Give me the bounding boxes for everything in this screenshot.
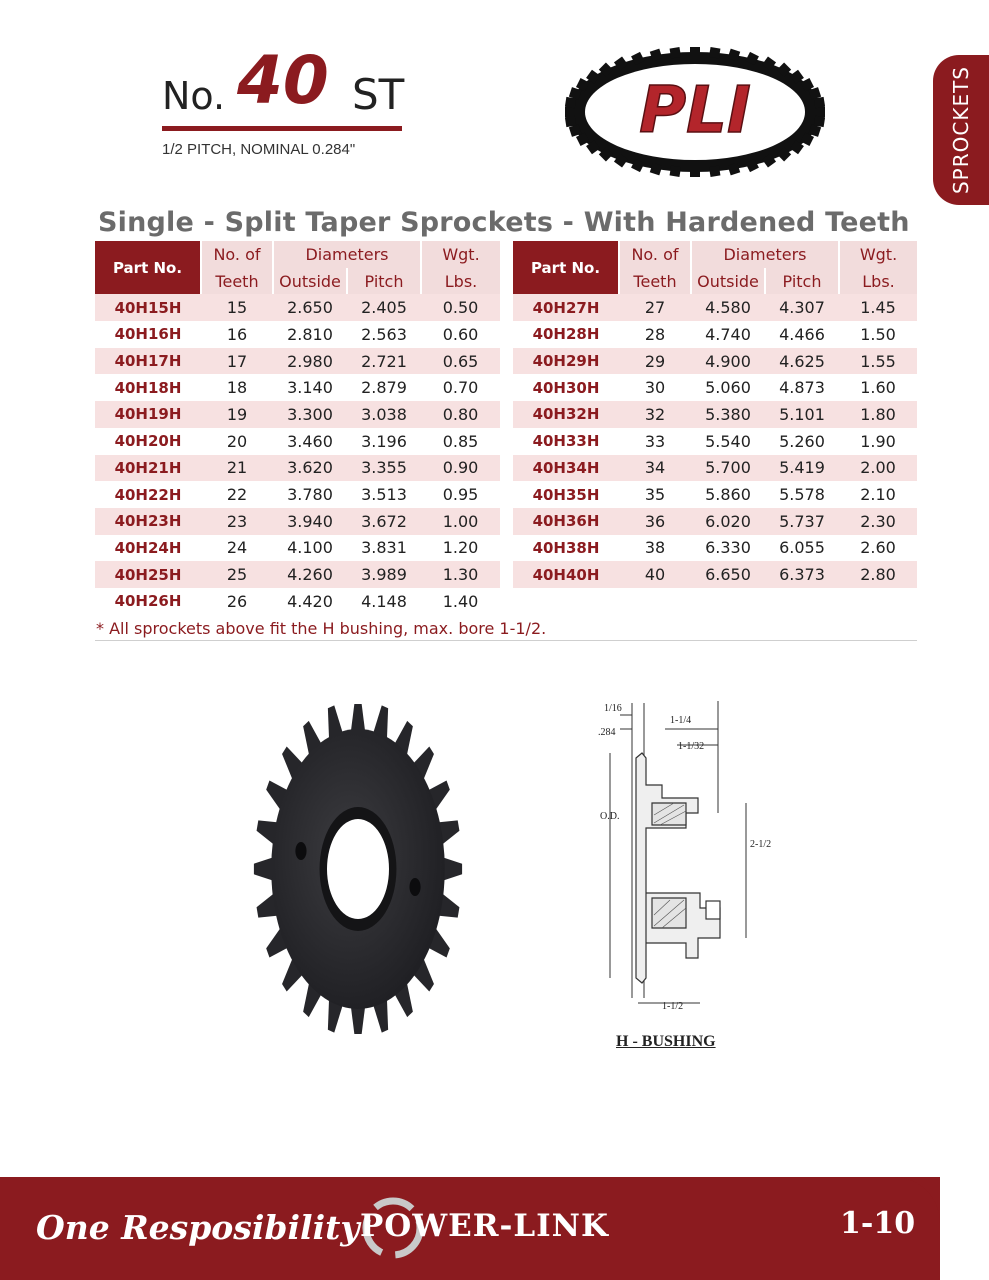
outside-dia-cell: 3.300 <box>273 401 347 428</box>
col-outside: Outside <box>691 268 765 295</box>
logo-gear-tooth <box>814 116 825 127</box>
table-row <box>95 321 500 348</box>
teeth-cell: 21 <box>201 455 273 482</box>
dim-1-1-2: 1-1/2 <box>662 1001 684 1012</box>
weight-cell: 1.00 <box>421 508 500 535</box>
part-no-cell: 40H38H <box>532 538 600 557</box>
table-row <box>513 561 917 588</box>
weight-cell: 1.55 <box>839 348 917 375</box>
part-no-cell: 40H33H <box>532 432 600 451</box>
table-row <box>95 561 500 588</box>
pitch-dia-cell: 3.513 <box>361 485 407 505</box>
col-no-of: No. of <box>201 241 273 268</box>
section-tab <box>933 55 989 205</box>
weight-cell: 0.80 <box>421 401 500 428</box>
pitch-dia-cell: 2.721 <box>347 348 421 375</box>
drawing-caption: H - BUSHING <box>616 1033 716 1050</box>
dim-1-1-32: 1-1/32 <box>678 741 705 752</box>
part-no-cell: 40H25H <box>95 561 201 588</box>
dim-2-1-2: 2-1/2 <box>750 839 772 850</box>
pitch-dia-cell: 4.873 <box>779 378 825 398</box>
outside-dia-cell: 6.020 <box>691 508 765 535</box>
part-no-cell: 40H22H <box>114 485 182 504</box>
part-no-cell: 40H23H <box>95 508 201 535</box>
sprocket-photo <box>248 704 468 1034</box>
weight-cell: 0.95 <box>442 485 479 505</box>
weight-cell: 1.60 <box>860 378 896 398</box>
dim-1-1-4: 1-1/4 <box>670 715 692 726</box>
header-subtitle: 1/2 PITCH, NOMINAL 0.284" <box>162 141 356 158</box>
spec-table-left <box>95 241 500 615</box>
teeth-cell: 24 <box>226 538 248 558</box>
weight-cell: 0.85 <box>442 431 479 451</box>
footnote-divider <box>95 640 917 641</box>
teeth-cell: 40 <box>619 561 691 588</box>
outside-dia-cell: 5.700 <box>691 455 765 482</box>
weight-cell: 2.80 <box>839 561 917 588</box>
outside-dia-cell: 4.580 <box>691 294 765 321</box>
outside-dia-cell: 2.810 <box>287 324 333 344</box>
teeth-cell: 33 <box>644 431 666 451</box>
footer-slogan: One Resposibility <box>36 1208 360 1247</box>
model-prefix: No. <box>162 74 226 118</box>
table-row <box>95 374 500 401</box>
weight-cell: 2.00 <box>839 455 917 482</box>
outside-dia-cell: 4.740 <box>705 324 751 344</box>
outside-dia-cell: 3.140 <box>287 378 333 398</box>
col-part-no: Part No. <box>95 241 201 294</box>
part-no-cell: 40H27H <box>513 294 619 321</box>
sprocket-body <box>254 704 462 1034</box>
weight-cell: 1.90 <box>860 431 896 451</box>
table-row <box>95 294 500 321</box>
weight-cell: 2.60 <box>860 538 896 558</box>
teeth-cell: 25 <box>201 561 273 588</box>
outside-dia-cell: 6.650 <box>691 561 765 588</box>
outside-dia-cell: 2.980 <box>273 348 347 375</box>
teeth-cell: 30 <box>644 378 666 398</box>
outside-dia-cell: 5.380 <box>691 401 765 428</box>
table-row <box>95 348 500 375</box>
pitch-dia-cell: 2.563 <box>361 324 407 344</box>
table-row <box>95 588 500 615</box>
outside-dia-cell: 3.620 <box>273 455 347 482</box>
outside-dia-cell: 3.940 <box>273 508 347 535</box>
outside-dia-cell: 6.330 <box>705 538 751 558</box>
weight-cell: 0.60 <box>442 324 479 344</box>
teeth-cell: 15 <box>201 294 273 321</box>
weight-cell: 1.20 <box>442 538 479 558</box>
outside-dia-cell: 4.900 <box>691 348 765 375</box>
pitch-dia-cell: 6.055 <box>779 538 825 558</box>
col-lbs: Lbs. <box>839 268 917 295</box>
teeth-cell: 18 <box>226 378 248 398</box>
table-row <box>95 401 500 428</box>
logo-gear-tooth <box>565 97 576 108</box>
dim-od: O.D. <box>600 811 620 822</box>
spec-table-right <box>513 241 917 588</box>
logo-text: PLI <box>639 74 751 148</box>
weight-cell: 1.40 <box>442 591 479 611</box>
pitch-dia-cell: 3.196 <box>361 431 407 451</box>
pitch-dia-cell: 2.405 <box>347 294 421 321</box>
table-row <box>513 428 917 455</box>
pitch-dia-cell: 4.466 <box>779 324 825 344</box>
logo-gear-tooth <box>670 166 681 177</box>
table-row <box>513 374 917 401</box>
pitch-dia-cell: 4.148 <box>361 591 407 611</box>
header-rule <box>162 126 402 131</box>
pitch-dia-cell: 5.419 <box>765 455 839 482</box>
pitch-dia-cell: 3.672 <box>347 508 421 535</box>
col-pitch: Pitch <box>347 268 421 295</box>
weight-cell: 0.65 <box>421 348 500 375</box>
table-row <box>95 535 500 562</box>
table-row <box>513 294 917 321</box>
table-row <box>95 455 500 482</box>
teeth-cell: 22 <box>226 485 248 505</box>
table-footnote: * All sprockets above fit the H bushing, max. bore 1-1/2. <box>96 619 547 638</box>
table-row <box>513 401 917 428</box>
table-row <box>513 535 917 562</box>
dim-1-16: 1/16 <box>604 703 622 714</box>
model-suffix: ST <box>352 70 405 119</box>
teeth-cell: 34 <box>619 455 691 482</box>
table-row <box>95 481 500 508</box>
table-row <box>513 481 917 508</box>
teeth-cell: 27 <box>619 294 691 321</box>
weight-cell: 0.50 <box>421 294 500 321</box>
table-row <box>513 455 917 482</box>
logo-gear-tooth <box>565 116 576 127</box>
part-no-cell: 40H32H <box>513 401 619 428</box>
footer-brand: POWER-LINK <box>360 1208 609 1244</box>
pitch-dia-cell: 6.373 <box>765 561 839 588</box>
col-wgt: Wgt. <box>839 241 917 268</box>
section-tab-label: SPROCKETS <box>949 65 973 195</box>
part-no-cell: 40H35H <box>532 485 600 504</box>
footer-edge <box>940 1177 989 1280</box>
teeth-cell: 26 <box>226 591 248 611</box>
teeth-cell: 17 <box>201 348 273 375</box>
logo-gear-tooth <box>690 47 700 57</box>
part-no-cell: 40H15H <box>95 294 201 321</box>
table-row <box>513 321 917 348</box>
logo-gear-tooth <box>670 47 681 58</box>
page-number: 1-10 <box>840 1206 916 1241</box>
outside-dia-cell: 5.540 <box>705 431 751 451</box>
pitch-dia-cell: 4.307 <box>765 294 839 321</box>
logo-gear-tooth <box>690 167 700 177</box>
part-no-cell: 40H26H <box>114 592 182 611</box>
teeth-cell: 36 <box>619 508 691 535</box>
logo-gear-tooth <box>816 107 825 117</box>
part-no-cell: 40H40H <box>513 561 619 588</box>
pitch-dia-cell: 3.989 <box>347 561 421 588</box>
h-bushing-drawing <box>590 693 790 1023</box>
pitch-dia-cell: 2.879 <box>361 378 407 398</box>
col-wgt: Wgt. <box>421 241 500 268</box>
weight-cell: 2.10 <box>860 485 896 505</box>
teeth-cell: 29 <box>619 348 691 375</box>
weight-cell: 1.50 <box>860 324 896 344</box>
col-no-of: No. of <box>619 241 691 268</box>
part-no-cell: 40H17H <box>95 348 201 375</box>
section-title: Single - Split Taper Sprockets - With Hardened Teeth <box>98 207 910 238</box>
col-diameters: Diameters <box>691 241 839 268</box>
pitch-dia-cell: 5.101 <box>765 401 839 428</box>
table-row <box>513 348 917 375</box>
logo-gear-tooth <box>565 107 574 117</box>
col-outside: Outside <box>273 268 347 295</box>
table-row <box>95 428 500 455</box>
teeth-cell: 35 <box>644 485 666 505</box>
teeth-cell: 23 <box>201 508 273 535</box>
dim-284: .284 <box>598 727 616 738</box>
col-pitch: Pitch <box>765 268 839 295</box>
part-no-cell: 40H29H <box>513 348 619 375</box>
pitch-dia-cell: 3.831 <box>361 538 407 558</box>
outside-dia-cell: 4.260 <box>273 561 347 588</box>
pitch-dia-cell: 5.260 <box>779 431 825 451</box>
model-number: 40 <box>237 42 329 119</box>
teeth-cell: 38 <box>644 538 666 558</box>
weight-cell: 2.30 <box>839 508 917 535</box>
pitch-dia-cell: 4.625 <box>765 348 839 375</box>
outside-dia-cell: 3.460 <box>287 431 333 451</box>
logo-gear-tooth <box>814 97 825 108</box>
col-teeth: Teeth <box>201 268 273 295</box>
col-lbs: Lbs. <box>421 268 500 295</box>
pitch-dia-cell: 5.737 <box>765 508 839 535</box>
weight-cell: 0.70 <box>442 378 479 398</box>
part-no-cell: 40H34H <box>513 455 619 482</box>
weight-cell: 1.45 <box>839 294 917 321</box>
part-no-cell: 40H19H <box>95 401 201 428</box>
logo-gear-tooth <box>709 166 720 177</box>
part-no-cell: 40H18H <box>114 378 182 397</box>
teeth-cell: 20 <box>226 431 248 451</box>
weight-cell: 1.80 <box>839 401 917 428</box>
pitch-dia-cell: 3.355 <box>347 455 421 482</box>
col-teeth: Teeth <box>619 268 691 295</box>
part-no-cell: 40H28H <box>532 325 600 344</box>
pitch-dia-cell: 3.038 <box>347 401 421 428</box>
outside-dia-cell: 5.860 <box>705 485 751 505</box>
teeth-cell: 16 <box>226 324 248 344</box>
table-row <box>513 508 917 535</box>
pli-logo <box>565 46 825 178</box>
outside-dia-cell: 4.420 <box>287 591 333 611</box>
table-row <box>95 508 500 535</box>
teeth-cell: 32 <box>619 401 691 428</box>
outside-dia-cell: 4.100 <box>287 538 333 558</box>
pitch-dia-cell: 5.578 <box>779 485 825 505</box>
part-no-cell: 40H24H <box>114 538 182 557</box>
outside-dia-cell: 5.060 <box>705 378 751 398</box>
weight-cell: 0.90 <box>421 455 500 482</box>
outside-dia-cell: 2.650 <box>273 294 347 321</box>
outside-dia-cell: 3.780 <box>287 485 333 505</box>
teeth-cell: 28 <box>644 324 666 344</box>
part-no-cell: 40H36H <box>513 508 619 535</box>
logo-gear-tooth <box>709 47 720 58</box>
part-no-cell: 40H16H <box>114 325 182 344</box>
part-no-cell: 40H30H <box>532 378 600 397</box>
part-no-cell: 40H21H <box>95 455 201 482</box>
weight-cell: 1.30 <box>421 561 500 588</box>
part-no-cell: 40H20H <box>114 432 182 451</box>
col-part-no: Part No. <box>513 241 619 294</box>
col-diameters: Diameters <box>273 241 421 268</box>
teeth-cell: 19 <box>201 401 273 428</box>
